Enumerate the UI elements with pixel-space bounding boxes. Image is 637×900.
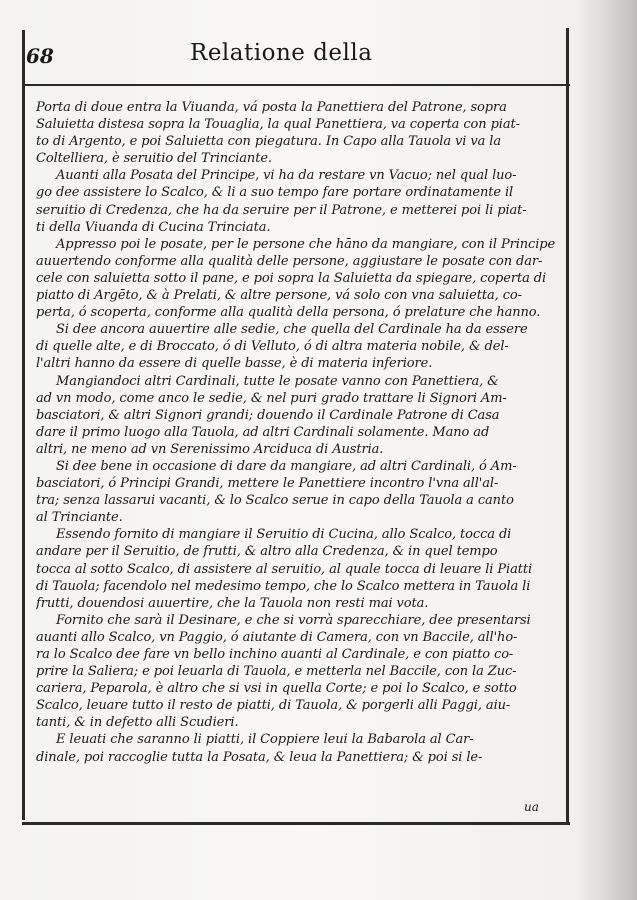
text-line: E leuati che saranno li piatti, il Coppiere leui la Babarola al Car- (56, 732, 474, 748)
text-line: Si dee bene in occasione di dare da mangiare, ad altri Cardinali, ó Am- (56, 458, 517, 474)
text-line: tocca al sotto Scalco, di assistere al seruitio, al quale tocca di leuare li Piatti (36, 561, 533, 577)
text-line: auanti allo Scalco, vn Paggio, ó aiutante di Camera, con vn Baccile, all'ho- (36, 629, 518, 645)
text-line: perta, ó scoperta, conforme alla qualità della persona, ó prelature che hanno. (36, 305, 541, 321)
text-line: Coltelliera, è seruitio del Trinciante. (36, 151, 272, 167)
text-line: cariera, Peparola, è altro che si vsi in quella Corte; e poi lo Scalco, e sotto (36, 681, 517, 697)
text-line: piatto di Argēto, & à Prelati, & altre persone, vá solo con vna saluietta, co- (36, 288, 522, 304)
text-line: basciatori, & altri Signori grandi; douendo il Cardinale Patrone di Casa (36, 407, 500, 423)
text-line: Mangiandoci altri Cardinali, tutte le posate vanno con Panettiera, & (56, 373, 499, 389)
text-line: to di Argento, e poi Saluietta con piegatura. In Capo alla Tauola vi va la (36, 134, 502, 150)
header-rule (22, 84, 570, 86)
text-line: dare il primo luogo alla Tauola, ad altri Cardinali solamente. Mano ad (36, 424, 490, 440)
text-line: altri, ne meno ad vn Serenissimo Arciduca di Austria. (36, 441, 384, 457)
text-line: basciatori, ó Principi Grandi, mettere le Panettiere incontro l'vna all'al- (36, 476, 499, 492)
text-line: ti della Viuanda di Cucina Trinciata. (36, 219, 271, 235)
catchword: ua (524, 800, 539, 814)
text-line: Appresso poi le posate, per le persone che hāno da mangiare, con il Principe (56, 236, 556, 252)
text-line: al Trinciante. (36, 510, 123, 526)
text-line: tanti, & in defetto alli Scudieri. (36, 715, 239, 731)
text-line: l'altri hanno da essere di quelle basse, è di materia inferiore. (36, 356, 433, 372)
text-line: auuertendo conforme alla qualità delle persone, aggiustare le posate con dar- (36, 253, 543, 269)
page-number: 68 (26, 44, 54, 68)
text-line: ad vn modo, come anco le sedie, & nel puri grado trattare li Signori Am- (36, 390, 507, 406)
text-line: Porta di doue entra la Viuanda, vá posta la Panettiera del Patrone, sopra (36, 100, 507, 115)
text-line: Si dee ancora auuertire alle sedie, che quella del Cardinale ha da essere (56, 322, 528, 338)
text-line: Saluietta distesa sopra la Touaglia, la qual Panettiera, va coperta con piat- (36, 117, 520, 133)
text-line: di Tauola; facendolo nel medesimo tempo, che lo Scalco mettera in Tauola li (36, 578, 531, 594)
text-line: prire la Saliera; e poi leuarla di Tauola, e metterla nel Baccile, con la Zuc- (36, 664, 517, 680)
text-line: Essendo fornito di mangiare il Seruitio di Cucina, allo Scalco, tocca di (56, 527, 512, 543)
running-head: Relatione della (190, 40, 373, 66)
text-line: Scalco, leuare tutto il resto de piatti, di Tauola, & porgerli alli Paggi, aiu- (36, 698, 511, 714)
text-line: frutti, douendosi auuertire, che la Tauola non resti mai vota. (36, 595, 429, 611)
text-line: andare per il Seruitio, de frutti, & altro alla Credenza, & in quel tempo (36, 544, 498, 560)
text-line: di quelle alte, e di Broccato, ó di Velluto, ó di altra materia nobile, & del- (36, 339, 509, 355)
text-line: tra; senza lassarui vacanti, & lo Scalco serue in capo della Tauola a canto (36, 493, 514, 509)
text-line: Auanti alla Posata del Principe, vi ha da restare vn Vacuo; nel qual luo- (56, 168, 517, 184)
text-line: Fornito che sarà il Desinare, e che si vorrà sparecchiare, dee presentarsi (56, 612, 531, 628)
frame-rule-left (22, 30, 25, 820)
text-line: go dee assistere lo Scalco, & li a suo tempo fare portare ordinatamente il (36, 185, 514, 201)
text-line: dinale, poi raccoglie tutta la Posata, & leua la Panettiera; & poi si le- (36, 749, 483, 765)
binding-shadow (575, 0, 637, 900)
text-line: cele con saluietta sotto il pane, e poi sopra la Saluietta da spiegare, coperta di (36, 270, 547, 286)
frame-rule-right (566, 28, 569, 824)
text-line: ra lo Scalco dee fare vn bello inchino auanti al Cardinale, e con piatto co- (36, 647, 514, 662)
body-text (36, 99, 556, 766)
frame-rule-bottom (22, 822, 570, 825)
text-line: seruitio di Credenza, che ha da seruire per il Patrone, e metterei poi li piat- (36, 202, 527, 218)
